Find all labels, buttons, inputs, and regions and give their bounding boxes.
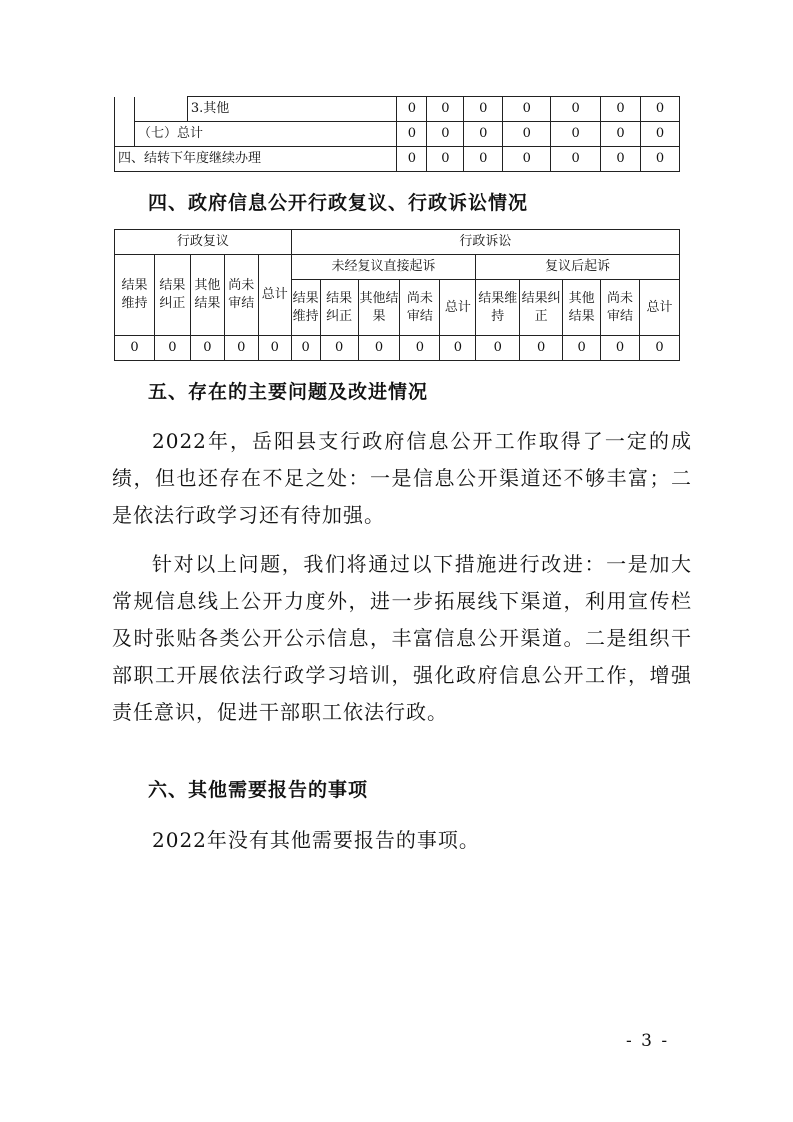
table-cell: 0 bbox=[397, 122, 427, 147]
table-cell: 0 bbox=[224, 336, 258, 361]
table-row bbox=[115, 255, 680, 280]
col-header: 结果纠正 bbox=[154, 255, 190, 336]
table-cell: 0 bbox=[503, 122, 551, 147]
table-cell: 0 bbox=[601, 97, 641, 122]
table-cell: 0 bbox=[320, 336, 358, 361]
section-heading-5: 五、存在的主要问题及改进情况 bbox=[148, 381, 429, 403]
table-cell: 0 bbox=[400, 336, 440, 361]
row-label: （七）总计 bbox=[134, 122, 397, 147]
table-cell: 0 bbox=[190, 336, 224, 361]
table-cell bbox=[115, 97, 135, 147]
row-label: 四、结转下年度继续办理 bbox=[115, 147, 397, 172]
table-cell: 0 bbox=[601, 336, 640, 361]
col-header: 结果维持 bbox=[115, 255, 155, 336]
col-header: 结果维持 bbox=[476, 280, 520, 336]
header-litigation: 行政诉讼 bbox=[291, 230, 679, 255]
table-cell: 0 bbox=[427, 97, 464, 122]
table-cell bbox=[134, 97, 187, 122]
table-row bbox=[115, 230, 680, 255]
table-cell: 0 bbox=[503, 147, 551, 172]
section-heading-4: 四、政府信息公开行政复议、行政诉讼情况 bbox=[148, 192, 529, 214]
paragraph: 针对以上问题，我们将通过以下措施进行改进：一是加大常规信息线上公开力度外，进一步拓展线下渠道，利用宣传栏及时张贴各类公开公示信息，丰富信息公开渠道。二是组织干部职工开展依法行政学习培训，强化政府信息公开工作，增强责任意识，促进干部职工依法行政。 bbox=[112, 552, 692, 724]
table-cell: 0 bbox=[358, 336, 400, 361]
table-cell: 0 bbox=[520, 336, 563, 361]
header-direct-suit: 未经复议直接起诉 bbox=[291, 255, 476, 280]
section-heading-6: 六、其他需要报告的事项 bbox=[148, 779, 369, 801]
table-cell: 0 bbox=[551, 147, 601, 172]
col-header: 尚未审结 bbox=[400, 280, 440, 336]
table-row bbox=[115, 97, 680, 122]
table-cell: 0 bbox=[464, 97, 503, 122]
col-header: 总计 bbox=[258, 255, 291, 336]
col-header: 尚未审结 bbox=[224, 255, 258, 336]
col-header: 结果纠正 bbox=[320, 280, 358, 336]
table-cell: 0 bbox=[601, 122, 641, 147]
col-header: 其他结果 bbox=[563, 280, 601, 336]
table-cell: 0 bbox=[464, 147, 503, 172]
table-cell: 0 bbox=[154, 336, 190, 361]
table-cell: 0 bbox=[563, 336, 601, 361]
table-cell: 0 bbox=[291, 336, 320, 361]
table-cell: 0 bbox=[641, 122, 680, 147]
table-cell: 0 bbox=[397, 97, 427, 122]
table-cell: 0 bbox=[641, 147, 680, 172]
col-header: 结果纠正 bbox=[520, 280, 563, 336]
table-cell: 0 bbox=[258, 336, 291, 361]
col-header: 其他结果 bbox=[190, 255, 224, 336]
table-row bbox=[115, 147, 680, 172]
table-cell: 0 bbox=[440, 336, 476, 361]
table-cell: 0 bbox=[464, 122, 503, 147]
table-cell: 0 bbox=[551, 122, 601, 147]
table-row bbox=[115, 336, 680, 361]
review-litigation-table bbox=[114, 229, 680, 361]
table-cell: 0 bbox=[641, 97, 680, 122]
table-cell: 0 bbox=[115, 336, 155, 361]
col-header: 总计 bbox=[639, 280, 679, 336]
page-number: - 3 - bbox=[626, 1031, 670, 1051]
table-cell: 0 bbox=[601, 147, 641, 172]
disclosure-stats-table bbox=[114, 96, 680, 172]
header-review: 行政复议 bbox=[115, 230, 292, 255]
header-after-review: 复议后起诉 bbox=[476, 255, 680, 280]
table-cell: 0 bbox=[427, 122, 464, 147]
col-header: 其他结果 bbox=[358, 280, 400, 336]
table-cell: 0 bbox=[476, 336, 520, 361]
table-cell: 0 bbox=[397, 147, 427, 172]
table-cell: 0 bbox=[427, 147, 464, 172]
col-header: 尚未审结 bbox=[601, 280, 640, 336]
col-header: 总计 bbox=[440, 280, 476, 336]
table-cell: 0 bbox=[551, 97, 601, 122]
row-label: 3.其他 bbox=[187, 97, 397, 122]
table-cell: 0 bbox=[639, 336, 679, 361]
paragraph: 2022年，岳阳县支行政府信息公开工作取得了一定的成绩，但也还存在不足之处：一是信息公开渠道还不够丰富；二是依法行政学习还有待加强。 bbox=[112, 429, 692, 527]
table-row bbox=[115, 122, 680, 147]
table-cell: 0 bbox=[503, 97, 551, 122]
paragraph: 2022年没有其他需要报告的事项。 bbox=[152, 828, 480, 852]
col-header: 结果维持 bbox=[291, 280, 320, 336]
